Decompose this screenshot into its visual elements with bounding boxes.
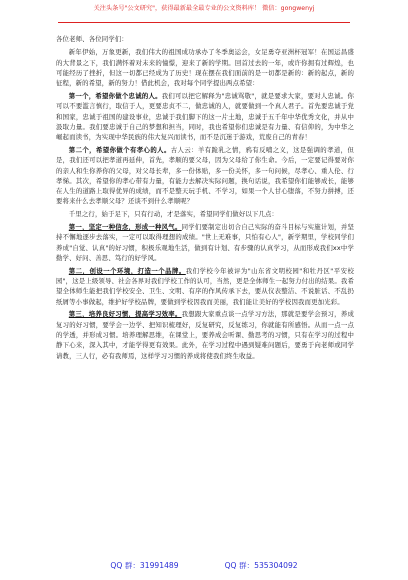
banner-text: 关注头条号"公文研究"，获得最新最全最专业的公文资料库！ 微信：gongwenyj [93, 5, 315, 12]
paragraph-point-habits-body: 我想跟大家重点谈一点学习方法，那就是要学会预习，养成复习的好习惯，要学会一边学、把知识梳理好，反复研究，反复练习，你就能有所感悟。从而一点一点的学透，并形成习惯。培养理解思维，在课堂上，要养成会听课、勤思考的习惯，只有在学习的过程中静下心来，深入其中，才能学得更有效果。此外，在学习过程中遇到疑难问题后，要勇于向老师或同学请教，三人行，必有我师焉，这样学习习惯的养成将使我们终生收益。 [56, 310, 354, 360]
paragraph-hope-filial [56, 145, 354, 207]
paragraph-hope-filial-body: 古人云：羊有跪乳之情，鸦有反哺之义，这是强调的孝道，但是，我们还可以把孝道再延伸，首先，孝顺的要父母，因为父母给了你生命。今后，一定要记得要对你的亲人和生你养你的父母，对父母长辈，多一份体贴，多一份关怀，多一句问候，尽孝心、重人伦、行孝悌。其次，希望你的孝心带有力量，有能力去解决实际问题，换句话说，我希望你们能够成长，能够在人生的道路上取得优异的成绩，而不是整天玩手机、不学习，如果一个人甘心堕落，不努力拼搏，还要将来什么去孝顺父母？还谈不到什么孝顺呢？ [56, 145, 354, 206]
heading-hope-loyalty: 第一个，希望你做个忠诚的人。 [68, 91, 162, 100]
paragraph-point-belief [56, 222, 354, 263]
header-divider [58, 22, 350, 23]
footer-qq-group-2: QQ 群：535304092 [224, 561, 298, 570]
header-banner [0, 4, 408, 13]
paragraph-hope-loyalty-body: 我们可以把它解释为"忠诚骂敬"，就是要求大家，要对人忠诚。你可以不要滥言慎行，取信于人，更要忠贞不二，做忠诚的人，就要做到一个真人君子。首先要忠诚于党和国家，忠诚于祖国的建设事业，忠诚于我们脚下的这一片土地，忠诚于五千年中华优秀文化，并从中汲取力量。我们要忠诚于自己的梦想和担当，同时，我也希望你们忠诚是有力量、有信仰的，为中华之崛起而读书，为实现中华民族的伟大复兴而读书，而不是沉迷于游戏，荒废自己的青春！ [56, 91, 354, 142]
footer-contacts [0, 560, 408, 574]
heading-point-belief: 第一，坚定一种信念，形成一种风气。 [68, 223, 182, 232]
salutation: 各位老师、各位同学们： [56, 35, 128, 43]
heading-hope-filial: 第二个，希望你做个有孝心的人。 [68, 145, 171, 154]
paragraph-point-environment [56, 266, 354, 307]
heading-point-habits: 第三，培养良好习惯，提高学习效率。 [68, 310, 182, 319]
heading-point-environment: 第二，创设一个环境，打造一个品牌。 [68, 266, 186, 275]
paragraph-transition-body: 千里之行，始于足下，只有行动，才是落实，希望同学们做好以下几点： [68, 210, 279, 219]
paragraph-point-environment-body: 我们学校今年被评为"山东省文明校园"和牡丹区"平安校园"，这是上级领导、社会各界对我们学校工作的认可，当然，更是全体师生一起努力付出的结果。我希望全体师生能把我们学校安全、卫生、文明、有序的作风传承下去，要从仪表整洁、不说脏话、不乱扔纸屑等小事做起，维护好学校品牌，要做到学校因我而美丽，我们能让美好的学校因我而更加光彩。 [56, 266, 354, 306]
paragraph-point-habits [56, 309, 354, 360]
speech-document [56, 34, 354, 361]
paragraph-transition [56, 209, 354, 219]
paragraph-intro [56, 47, 354, 88]
paragraph-hope-loyalty [56, 91, 354, 142]
paragraph-intro-body: 新年伊始，万象更新，我们伟大的祖国成功承办了冬季奥运会，女足勇夺亚洲杯冠军！在国运昌盛的大背景之下，我们满怀着对未来的憧憬，迎来了新的学期。回首过去的一年，或许你拥有过辉煌，也可能经历了挫折，但这一切都已经成为了历史！现在摆在我们面前的是一切都是新的：新的起点，新的征程，新的希望，新的努力！借此机会，我对每个同学提出两点希望： [56, 48, 354, 88]
paragraph-point-belief-body: 同学们要制定出切合自己实际的奋斗目标与实施计划，并坚持不懈地逐步去落实，一定可以取得理想的成绩。"世上无难事，只怕有心人"，新学期里，学校同学们养成"自觉、认真"的好习惯，积极乐观地生活，做到有计划、有步骤的认真学习，从而形成我们xx中学勤学、好问、善思、笃行的好学风。 [56, 223, 354, 262]
footer-qq-group-1: QQ 群：31991489 [110, 561, 179, 570]
